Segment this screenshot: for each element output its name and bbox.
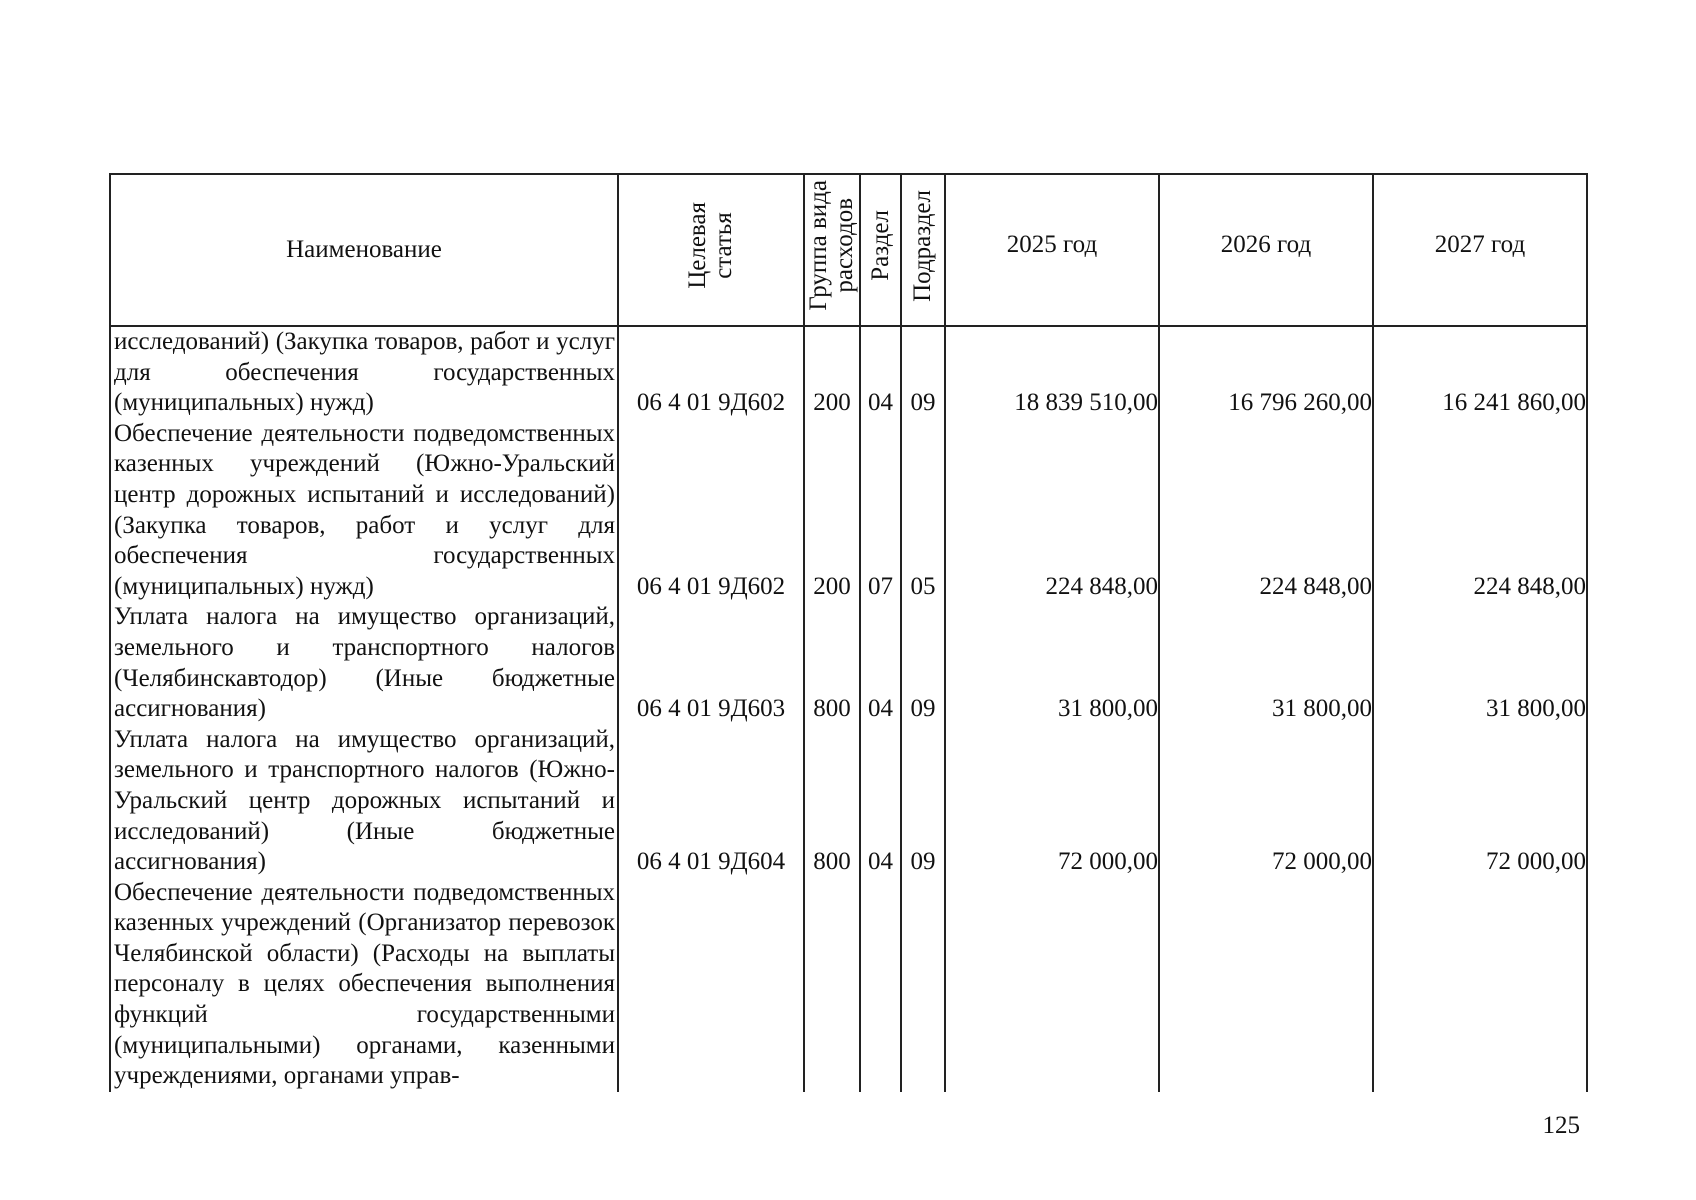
row-amount-2027: 16 241 860,00 [1373, 326, 1587, 419]
row-section: 04 [860, 725, 901, 878]
row-target-article [618, 878, 804, 1092]
header-subsection-label: Подраздел [909, 189, 936, 302]
row-section: 04 [860, 326, 901, 419]
header-subsection [901, 174, 945, 326]
row-subsection: 05 [901, 419, 945, 603]
row-amount-2027: 224 848,00 [1373, 419, 1587, 603]
row-name: Обеспечение деятельности подведомственных казенных учреждений (Южно-Уральский центр дорожных испытаний и исследований) (Закупка товаров, работ и услуг для обеспечения государственных (муниципальных) нужд) [110, 419, 618, 603]
header-name-label: Наименование [286, 235, 442, 263]
table-header-row [110, 174, 1587, 326]
table-row [110, 326, 1587, 419]
row-subsection: 09 [901, 725, 945, 878]
table-row [110, 725, 1587, 878]
header-year-2025 [945, 174, 1159, 326]
row-expense-group [804, 878, 860, 1092]
header-year-2026 [1159, 174, 1373, 326]
table-row [110, 419, 1587, 603]
row-subsection: 09 [901, 326, 945, 419]
header-section-label: Раздел [866, 210, 894, 282]
budget-table [109, 173, 1588, 1092]
header-target-article [618, 174, 804, 326]
row-subsection [901, 878, 945, 1092]
header-target-article-label: Целевая статья [684, 202, 737, 290]
row-amount-2025 [945, 878, 1159, 1092]
table-row [110, 602, 1587, 724]
row-expense-group: 200 [804, 326, 860, 419]
row-name: исследований) (Закупка товаров, работ и услуг для обеспечения государственных (муниципальных) нужд) [110, 326, 618, 419]
row-amount-2026: 31 800,00 [1159, 602, 1373, 724]
header-expense-group-label: Группа вида расходов [805, 180, 858, 312]
row-amount-2026: 72 000,00 [1159, 725, 1373, 878]
header-year-2026-label: 2026 год [1220, 230, 1312, 258]
table-row [110, 878, 1587, 1092]
row-amount-2026 [1159, 878, 1373, 1092]
page-number: 125 [1542, 1112, 1580, 1139]
row-section: 04 [860, 602, 901, 724]
row-target-article: 06 4 01 9Д602 [618, 419, 804, 603]
row-amount-2025: 31 800,00 [945, 602, 1159, 724]
header-section [860, 174, 901, 326]
header-year-2025-label: 2025 год [1006, 230, 1098, 258]
row-section: 07 [860, 419, 901, 603]
header-name [110, 174, 618, 326]
row-expense-group: 800 [804, 725, 860, 878]
row-target-article: 06 4 01 9Д604 [618, 725, 804, 878]
row-amount-2027: 31 800,00 [1373, 602, 1587, 724]
row-amount-2027 [1373, 878, 1587, 1092]
header-year-2027-label: 2027 год [1434, 230, 1526, 258]
row-target-article: 06 4 01 9Д602 [618, 326, 804, 419]
row-section [860, 878, 901, 1092]
row-amount-2025: 18 839 510,00 [945, 326, 1159, 419]
header-year-2027 [1373, 174, 1587, 326]
row-amount-2025: 72 000,00 [945, 725, 1159, 878]
row-name: Обеспечение деятельности подведомственных казенных учреждений (Организатор перевозок Челябинской области) (Расходы на выплаты персоналу в целях обеспечения выполнения функций государственными (муниципальными) органами, казенными учреждениями, органами управ- [110, 878, 618, 1092]
row-amount-2026: 16 796 260,00 [1159, 326, 1373, 419]
header-expense-group [804, 174, 860, 326]
row-name: Уплата налога на имущество организаций, земельного и транспортного налогов (Челябинскавтодор) (Иные бюджетные ассигнования) [110, 602, 618, 724]
row-name: Уплата налога на имущество организаций, земельного и транспортного налогов (Южно-Уральский центр дорожных испытаний и исследований) (Иные бюджетные ассигнования) [110, 725, 618, 878]
row-expense-group: 800 [804, 602, 860, 724]
row-amount-2026: 224 848,00 [1159, 419, 1373, 603]
row-amount-2027: 72 000,00 [1373, 725, 1587, 878]
row-amount-2025: 224 848,00 [945, 419, 1159, 603]
row-expense-group: 200 [804, 419, 860, 603]
row-subsection: 09 [901, 602, 945, 724]
row-target-article: 06 4 01 9Д603 [618, 602, 804, 724]
